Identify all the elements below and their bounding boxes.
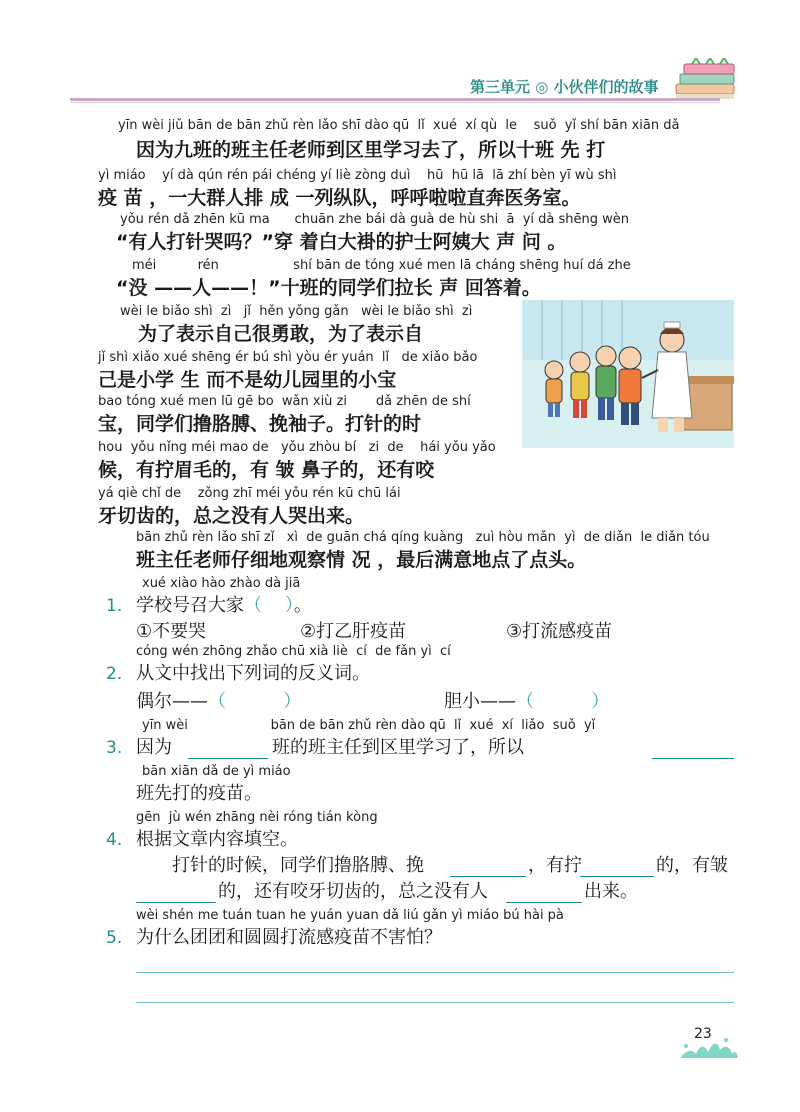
q3-text-a: 因为: [136, 737, 172, 758]
pinyin-line: yīn wèi jiǔ bān de bān zhǔ rèn lǎo shī dào qū lǐ xué xí qù le suǒ yǐ shí bān xiān dǎ: [118, 118, 680, 133]
q4-text: 根据文章内容填空。: [136, 829, 298, 850]
q5-pinyin: wèi shén me tuán tuan he yuán yuan dǎ liú gǎn yì miáo bú hài pà: [136, 908, 564, 923]
splash-decoration-icon: [676, 1034, 740, 1062]
q1-option-1[interactable]: ①不要哭: [136, 621, 207, 642]
passage-line: 牙切齿的，总之没有人哭出来。: [98, 505, 365, 527]
q4-line1-c: 的，有皱: [656, 855, 728, 876]
q1-option-2[interactable]: ②打乙肝疫苗: [300, 621, 407, 642]
q5-number: 5.: [106, 928, 123, 948]
q3-text-b: 班的班主任到区里学习了，所以: [272, 737, 524, 758]
q3-pinyin: yīn wèi bān de bān zhǔ rèn dào qū lǐ xué xí liǎo suǒ yǐ: [142, 718, 596, 733]
q2-pair-2: 胆小——（ ）: [444, 691, 610, 712]
q2-answer-1[interactable]: （ ）: [208, 691, 302, 712]
page-number: 23: [694, 1026, 712, 1042]
q4-number: 4.: [106, 830, 123, 850]
passage-line: 宝，同学们撸胳膊、挽袖子。打针的时: [98, 413, 422, 435]
q3-pinyin-2: bān xiān dǎ de yì miáo: [142, 764, 291, 779]
q4-line2-b: 出来。: [584, 881, 638, 902]
q1-answer-paren[interactable]: （ ）: [244, 595, 294, 616]
q3-number: 3.: [106, 738, 123, 758]
pinyin-line: jǐ shì xiǎo xué shēng ér bú shì yòu ér yuán lǐ de xiǎo bǎo: [98, 350, 478, 365]
passage-line: “有人打针哭吗？”穿 着白大褂的护士阿姨大 声 问 。: [116, 231, 567, 253]
pinyin-line: yì miáo yí dà qún rén pái chéng yí liè zòng duì hū hū lā lā zhí bèn yī wù shì: [98, 168, 617, 183]
pinyin-line: yǒu rén dǎ zhēn kū ma chuān zhe bái dà guà de hù shi ā yí dà shēng wèn: [120, 212, 630, 227]
pinyin-line: yá qiè chǐ de zǒng zhī méi yǒu rén kū chū lái: [98, 486, 401, 501]
passage-line: 候，有拧眉毛的，有 皱 鼻子的，还有咬: [98, 459, 435, 481]
q4-blank-4[interactable]: [506, 902, 582, 903]
q2-pinyin: cóng wén zhōng zhǎo chū xià liè cí de fǎn yì cí: [136, 644, 451, 659]
stacked-books-icon: [672, 58, 742, 102]
unit-header-title: 第三单元 ◎ 小伙伴们的故事: [470, 78, 659, 96]
q2-number: 2.: [106, 664, 123, 684]
pinyin-line: hou yǒu nǐng méi mao de yǒu zhòu bí zi de hái yǒu yǎo: [98, 440, 496, 455]
passage-line: 己是小学 生 而不是幼儿园里的小宝: [98, 369, 397, 391]
passage-line: 班主任老师仔细地观察情 况 ，最后满意地点了点头。: [136, 549, 587, 571]
q4-blank-2[interactable]: [580, 876, 654, 877]
q1-text: 学校号召大家（ ）。: [136, 595, 312, 616]
q3-blank-1[interactable]: [188, 758, 268, 759]
q1-option-3[interactable]: ③打流感疫苗: [506, 621, 613, 642]
q3-text-c: 班先打的疫苗。: [136, 783, 262, 804]
q4-pinyin: gēn jù wén zhāng nèi róng tián kòng: [136, 810, 378, 825]
q1-pinyin: xué xiào hào zhào dà jiā: [142, 576, 301, 591]
pinyin-line: bān zhǔ rèn lǎo shī zǐ xì de guān chá qíng kuàng zuì hòu mǎn yì de diǎn le diǎn tóu: [136, 530, 710, 545]
q4-blank-3[interactable]: [136, 902, 216, 903]
q5-text: 为什么团团和圆圆打流感疫苗不害怕？: [136, 927, 442, 948]
nurse-vaccinating-children-illustration: [522, 300, 734, 448]
q3-blank-2[interactable]: [652, 758, 734, 759]
passage-line: 疫 苗 ，一大群人排 成 一列纵队，呼呼啦啦直奔医务室。: [98, 187, 581, 209]
passage-line: 因为九班的班主任老师到区里学习去了，所以十班 先 打: [136, 139, 606, 161]
q4-line1-b: ，有拧: [528, 855, 582, 876]
q4-line2-a: 的，还有咬牙切齿的，总之没有人: [218, 881, 488, 902]
q2-answer-2[interactable]: （ ）: [516, 691, 610, 712]
q1-number: 1.: [106, 596, 123, 616]
pinyin-line: wèi le biǎo shì zì jǐ hěn yǒng gǎn wèi le biǎo shì zì: [120, 304, 473, 319]
pinyin-line: bao tóng xué men lū gē bo wǎn xiù zi dǎ zhēn de shí: [98, 394, 471, 409]
pinyin-line: méi rén shí bān de tóng xué men lā cháng shēng huí dá zhe: [132, 258, 631, 273]
header-divider-thin: [70, 102, 720, 103]
q4-blank-1[interactable]: [450, 876, 526, 877]
passage-line: “没 ——人——！”十班的同学们拉长 声 回答着。: [116, 277, 541, 299]
q5-answer-line-2[interactable]: [136, 1002, 734, 1003]
q5-answer-line-1[interactable]: [136, 972, 734, 973]
q2-text: 从文中找出下列词的反义词。: [136, 663, 370, 684]
q2-pair-1: 偶尔——（ ）: [136, 691, 302, 712]
passage-line: 为了表示自己很勇敢，为了表示自: [138, 323, 424, 345]
header-divider: [70, 98, 720, 101]
q4-line1-a: 打针的时候，同学们撸胳膊、挽: [172, 855, 424, 876]
